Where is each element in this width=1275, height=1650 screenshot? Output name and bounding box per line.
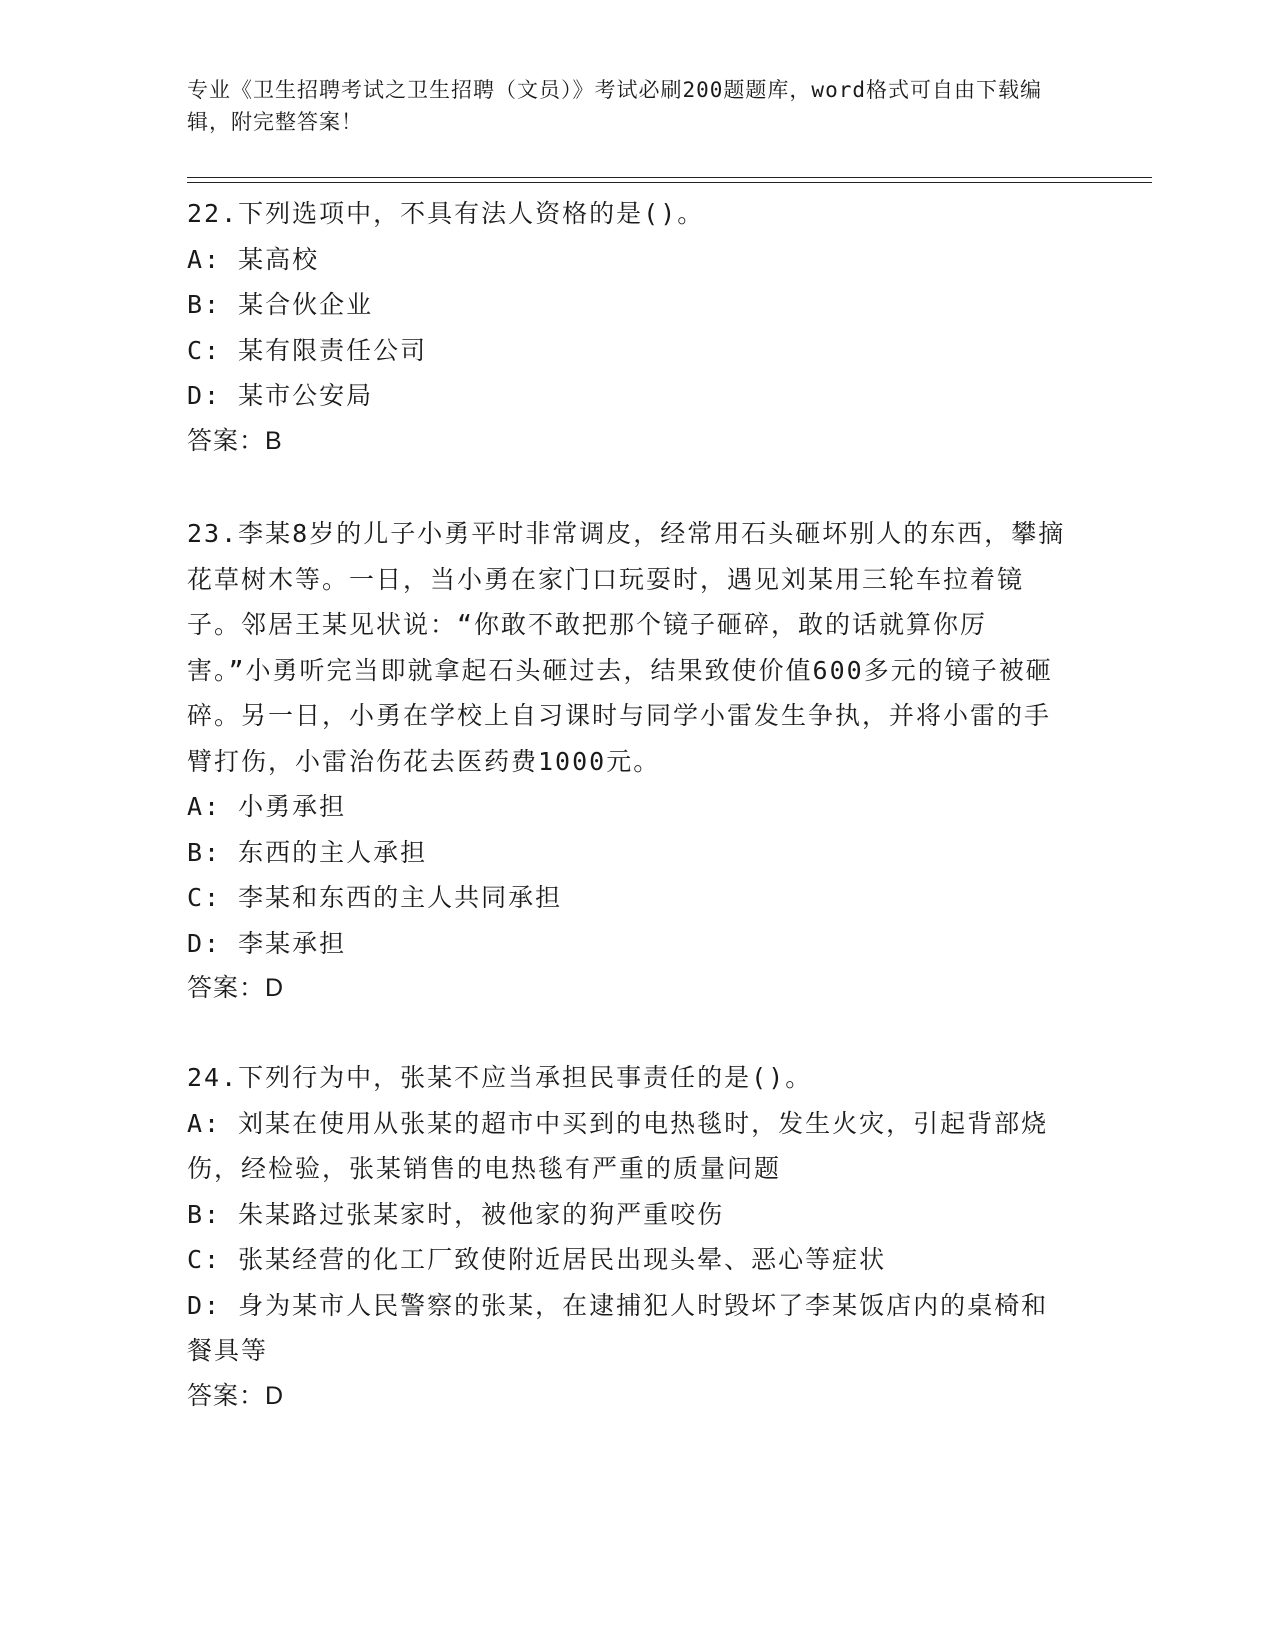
option-d: D: 身为某市人民警察的张某，在逮捕犯人时毁坏了李某饭店内的桌椅和餐具等 (187, 1290, 1049, 1365)
question-24 (187, 1055, 1067, 1419)
option-c: C: 某有限责任公司 (187, 335, 428, 365)
option-a: A: 小勇承担 (187, 792, 347, 821)
option-b: B: 朱某路过张某家时，被他家的狗严重咬伤 (187, 1199, 725, 1229)
question-23 (187, 511, 1067, 1012)
answer: 答案：D (187, 1381, 285, 1410)
answer: 答案：B (187, 426, 283, 455)
option-b: B: 某合伙企业 (187, 290, 374, 319)
option-a: A: 刘某在使用从张某的超市中买到的电热毯时，发生火灾，引起背部烧伤，经检验，张某销售的电热毯有严重的质量问题 (187, 1108, 1049, 1183)
answer: 答案：D (187, 974, 285, 1002)
document-header: 专业《卫生招聘考试之卫生招聘（文员）》考试必刷200题题库，word格式可自由下载编辑，附完整答案！ (187, 78, 1042, 134)
header-divider-top (187, 177, 1152, 178)
option-c: C: 李某和东西的主人共同承担 (187, 883, 563, 912)
option-d: D: 李某承担 (187, 928, 347, 958)
question-stem: 24.下列行为中，张某不应当承担民事责任的是()。 (187, 1063, 813, 1092)
option-b: B: 东西的主人承担 (187, 837, 428, 867)
question-stem: 23.李某8岁的儿子小勇平时非常调皮，经常用石头砸坏别人的东西，攀摘花草树木等。一日，当小勇在家门口玩耍时，遇见刘某用三轮车拉着镜子。邻居王某见状说：“你敢不敢把那个镜子砸碎，敢的话就算你厉害。”小勇听完当即就拿起石头砸过去，结果致使价值600多元的镜子被砸碎。另一日，小勇在学校上自习课时与同学小雷发生争执，并将小雷的手臂打伤，小雷治伤花去医药费1000元。 (187, 519, 1066, 776)
header-divider-bottom (187, 182, 1152, 183)
option-c: C: 张某经营的化工厂致使附近居民出现头晕、恶心等症状 (187, 1245, 887, 1274)
question-22 (187, 191, 1067, 464)
question-stem: 22.下列选项中，不具有法人资格的是()。 (187, 199, 705, 228)
option-a: A: 某高校 (187, 244, 320, 274)
option-d: D: 某市公安局 (187, 381, 374, 410)
